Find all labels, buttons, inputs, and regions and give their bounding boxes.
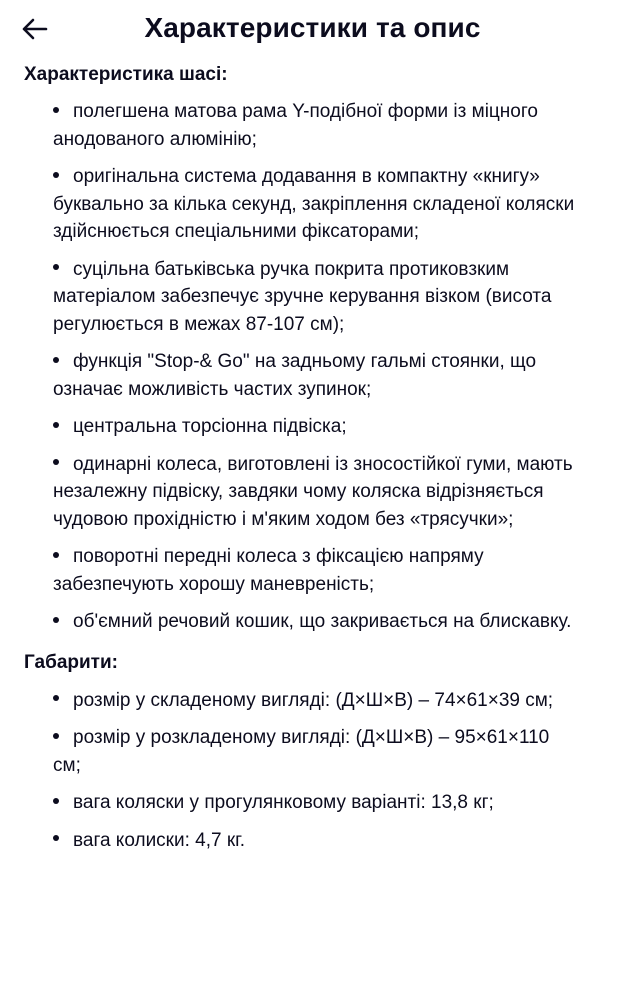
bullet-icon (53, 163, 73, 191)
list-item (53, 687, 581, 715)
list-item (53, 256, 581, 339)
page-title: Характеристики та опис (144, 12, 481, 43)
description-content (0, 62, 625, 854)
list-item-text: поворотні передні колеса з фіксацією напряму забезпечують хорошу маневреність; (53, 546, 484, 595)
list-item-text: оригінальна система додавання в компактну «книгу» буквально за кілька секунд, закріплення складеної коляски здійснюється спеціальними фіксаторами; (53, 166, 575, 242)
bullet-icon (53, 827, 73, 855)
chassis-heading: Характеристика шасі: (24, 64, 228, 85)
bullet-icon (53, 348, 73, 376)
list-item-text: вага коляски у прогулянковому варіанті: 13,8 кг; (73, 792, 494, 813)
list-item (53, 608, 581, 636)
list-item (53, 543, 581, 598)
bullet-icon (53, 98, 73, 126)
bullet-icon (53, 451, 73, 479)
bullet-icon (53, 543, 73, 571)
bullet-icon (53, 789, 73, 817)
bullet-icon (53, 608, 73, 636)
list-item-text: полегшена матова рама Y-подібної форми із міцного анодованого алюмінію; (53, 101, 538, 150)
list-item-text: одинарні колеса, виготовлені із зносостійкої гуми, мають незалежну підвіску, завдяки чому коляска відрізняється чудовою прохідністю і м'яким ходом без «трясучки»; (53, 453, 573, 530)
bullet-icon (53, 724, 73, 752)
list-item (53, 98, 581, 153)
list-item-text: функція "Stop-& Go" на задньому гальмі стоянки, що означає можливість частих зупинок; (53, 351, 537, 400)
list-item (53, 451, 581, 534)
list-item (53, 789, 581, 817)
list-item (53, 163, 581, 246)
list-item-text: об'ємний речовий кошик, що закривається на блискавку. (73, 611, 572, 632)
list-item-text: вага колиски: 4,7 кг. (73, 829, 246, 851)
header-bar (0, 0, 625, 60)
list-item-text: суцільна батьківська ручка покрита протиковзким матеріалом забезпечує зручне керування візком (висота регулюється в межах 87-107 см); (53, 258, 552, 335)
list-item-text: центральна торсіонна підвіска; (73, 416, 347, 437)
list-item (53, 413, 581, 441)
list-item-text: розмір у розкладеному вигляді: (Д×Ш×В) – 95×61×110 см; (53, 727, 550, 776)
bullet-icon (53, 687, 73, 715)
chassis-list (24, 98, 601, 636)
list-item-text: розмір у складеному вигляді: (Д×Ш×В) – 74×61×39 см; (73, 689, 554, 711)
dimensions-heading: Габарити: (24, 651, 118, 673)
list-item (53, 827, 581, 855)
bullet-icon (53, 256, 73, 284)
list-item (53, 348, 581, 403)
dimensions-list (24, 687, 601, 855)
list-item (53, 724, 581, 779)
bullet-icon (53, 413, 73, 441)
